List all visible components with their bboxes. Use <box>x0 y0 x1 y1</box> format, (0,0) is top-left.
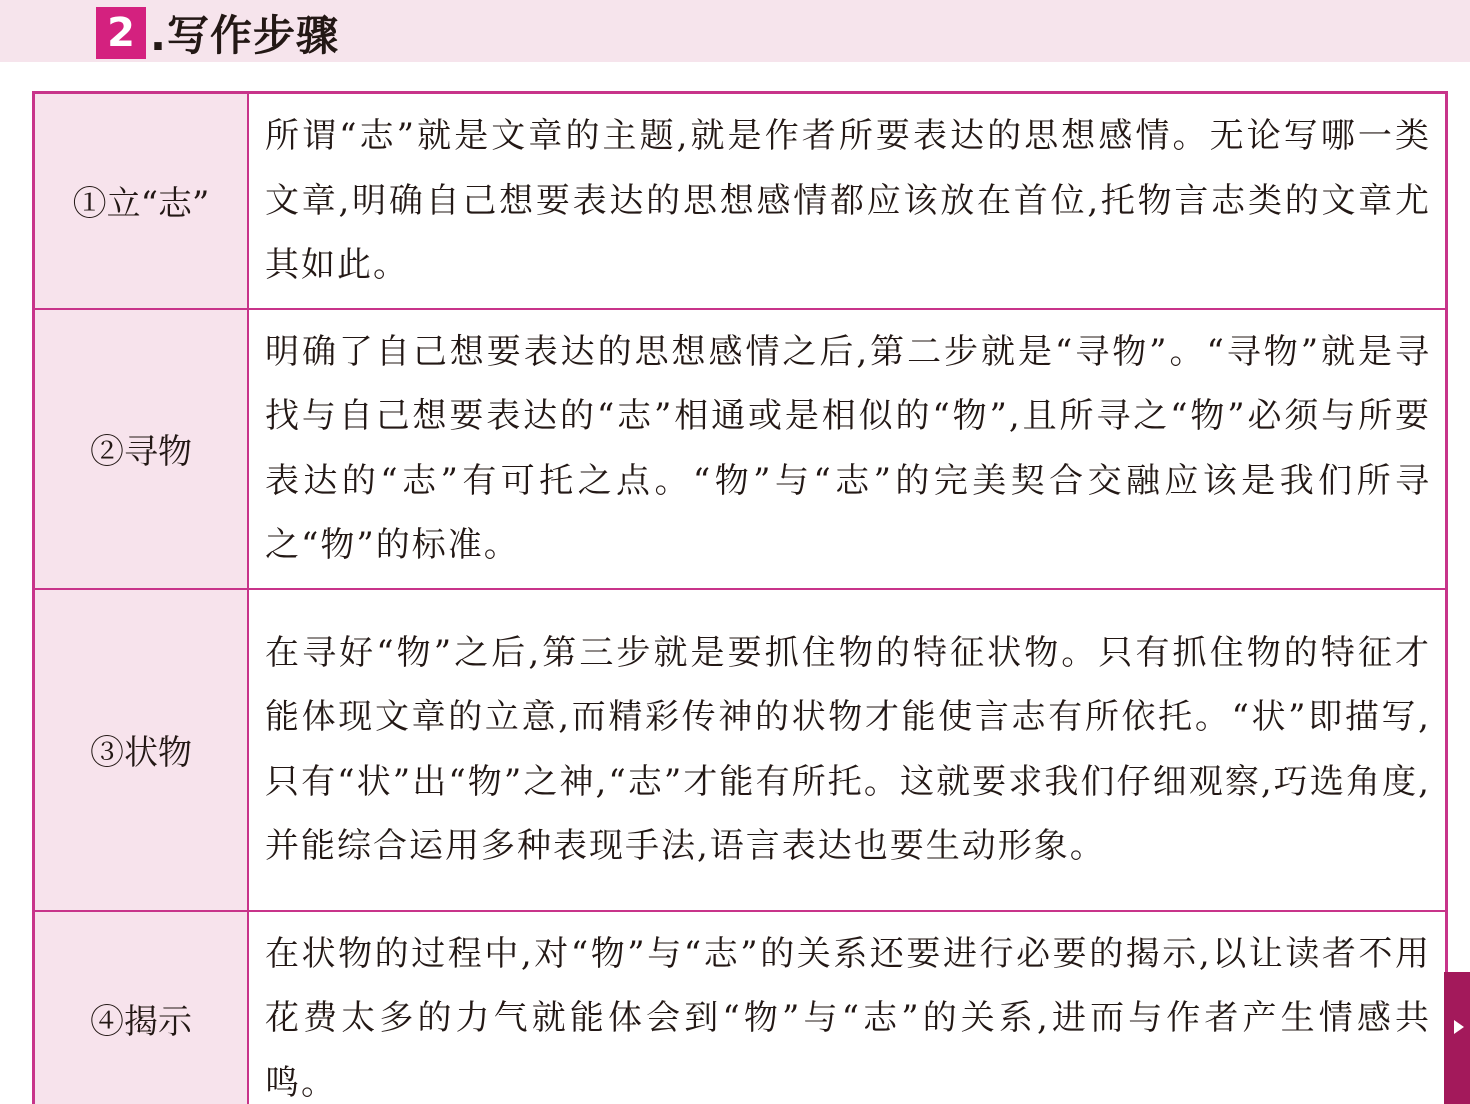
step-description: 在寻好“物”之后,第三步就是要抓住物的特征状物。只有抓住物的特征才能体现文章的立意,而精彩传神的状物才能使言志有所依托。“状”即描写,只有“状”出“物”之神,“志”才能有所托。这就要求我们仔细观察,巧选角度,并能综合运用多种表现手法,语言表达也要生动形象。 <box>248 589 1447 911</box>
step-label: ④揭示 <box>34 911 249 1104</box>
play-arrow-icon <box>1454 1020 1464 1034</box>
step-description: 在状物的过程中,对“物”与“志”的关系还要进行必要的揭示,以让读者不用花费太多的力气就能体会到“物”与“志”的关系,进而与作者产生情感共鸣。 <box>248 911 1447 1104</box>
table-row <box>34 309 1447 589</box>
step-label: ①立“志” <box>34 93 249 309</box>
step-label: ③状物 <box>34 589 249 911</box>
step-label: ②寻物 <box>34 309 249 589</box>
section-number-badge: 2 <box>96 7 146 59</box>
step-description: 所谓“志”就是文章的主题,就是作者所要表达的思想感情。无论写哪一类文章,明确自己想要表达的思想感情都应该放在首位,托物言志类的文章尤其如此。 <box>248 93 1447 309</box>
step-description: 明确了自己想要表达的思想感情之后,第二步就是“寻物”。“寻物”就是寻找与自己想要表达的“志”相通或是相似的“物”,且所寻之“物”必须与所要表达的“志”有可托之点。“物”与“志”的完美契合交融应该是我们所寻之“物”的标准。 <box>248 309 1447 589</box>
table-row <box>34 589 1447 911</box>
section-title <box>96 6 339 60</box>
table-row <box>34 93 1447 309</box>
page-edge-tab <box>1444 972 1470 1104</box>
writing-steps-table <box>32 91 1448 1104</box>
section-heading: .写作步骤 <box>150 11 339 60</box>
table-row <box>34 911 1447 1104</box>
